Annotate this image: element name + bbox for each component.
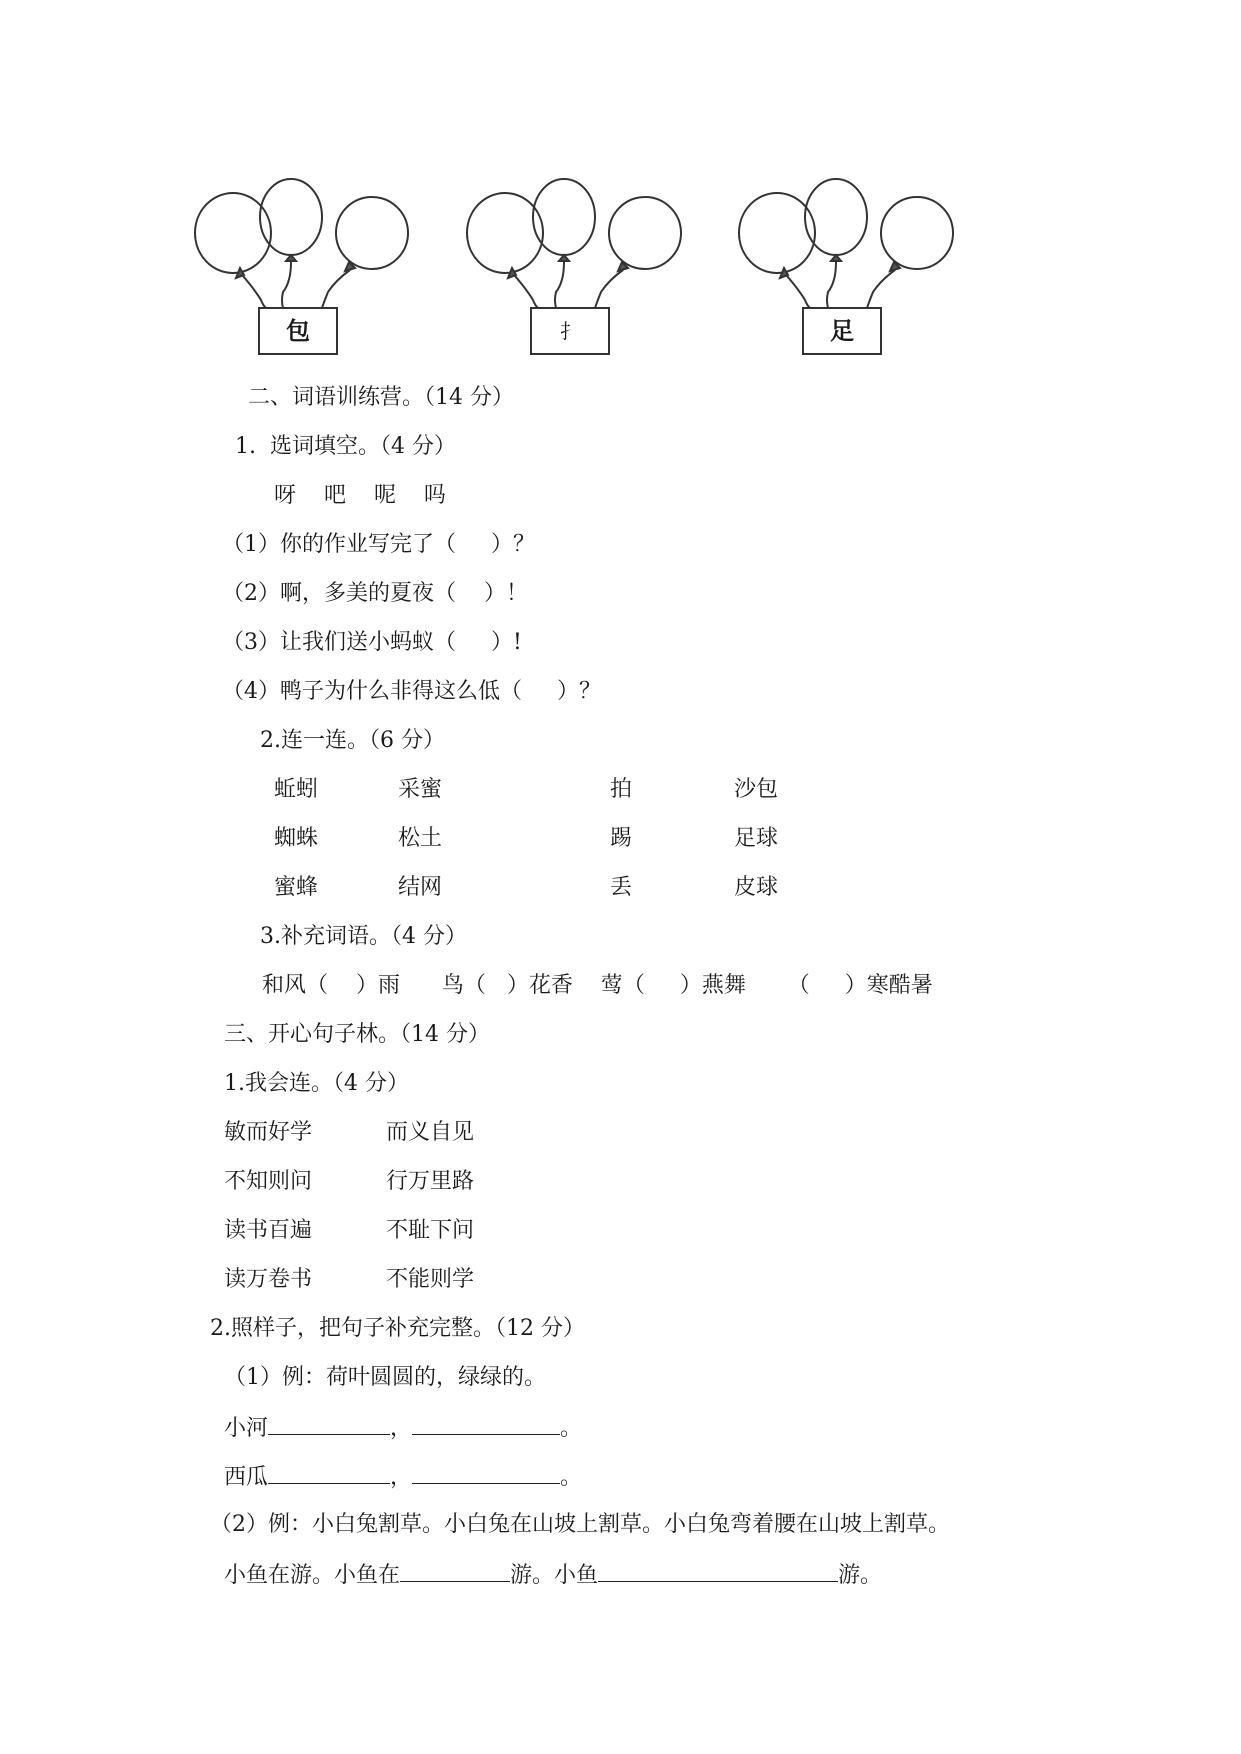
section-2-title: 二、词语训练营。（14 分）: [248, 385, 514, 410]
s3-q1-left-4: 读万卷书: [224, 1267, 313, 1292]
blank-watermelon-2[interactable]: [412, 1461, 560, 1484]
blank-river-1[interactable]: [268, 1412, 390, 1435]
s3-q1-right-1: 而义自见: [386, 1120, 475, 1145]
q2-right-b-2: 足球: [734, 826, 779, 851]
s3-q2-example-1: （1）例：荷叶圆圆的，绿绿的。: [224, 1365, 546, 1390]
s3-q1-right-3: 不耻下问: [386, 1218, 475, 1243]
q2-title: 2.连一连。（6 分）: [260, 728, 445, 753]
q1-choices: 呀 吧 呢 吗: [274, 483, 446, 508]
balloon-box-label-3: 足: [830, 316, 854, 345]
q2-left-b-2: 松土: [398, 826, 443, 851]
s3-q1-right-4: 不能则学: [386, 1267, 475, 1292]
q3-title: 3.补充词语。（4 分）: [260, 924, 467, 949]
q2-right-a-1: 拍: [610, 777, 633, 802]
q2-left-a-3: 蜜蜂: [274, 875, 319, 900]
q1-title: 1. 选词填空。（4 分）: [235, 434, 456, 459]
q2-left-a-2: 蜘蛛: [274, 826, 319, 851]
s3-q1-right-2: 行万里路: [386, 1169, 475, 1194]
q1-item-3: （3）让我们送小蚂蚁（ ）!: [222, 630, 522, 655]
q1-item-4: （4）鸭子为什么非得这么低（ ）？: [222, 679, 601, 704]
fill-line-fish: [224, 1559, 882, 1591]
s3-q2-example-2: （2）例：小白兔割草。小白兔在山坡上割草。小白兔弯着腰在山坡上割草。: [210, 1512, 950, 1537]
fish-part-1: 小鱼在游。小鱼在: [224, 1563, 401, 1588]
fill-period: 。: [560, 1465, 583, 1490]
s3-q1-left-1: 敏而好学: [224, 1120, 313, 1145]
q1-item-2: （2）啊，多美的夏夜（ ）！: [222, 581, 528, 606]
s3-q1-title: 1.我会连。（4 分）: [224, 1071, 409, 1096]
s3-q2-title: 2.照样子，把句子补充完整。（12 分）: [210, 1316, 585, 1341]
fill-comma: ，: [390, 1416, 413, 1441]
fill-line-watermelon-prefix: 西瓜: [224, 1465, 269, 1490]
blank-river-2[interactable]: [412, 1412, 560, 1435]
fill-line-watermelon: [224, 1461, 582, 1493]
blank-fish-1[interactable]: [400, 1559, 510, 1582]
s3-q1-left-2: 不知则问: [224, 1169, 313, 1194]
q2-left-a-1: 蚯蚓: [274, 777, 319, 802]
fish-part-2: 游。小鱼: [510, 1563, 599, 1588]
fill-period: 。: [560, 1416, 583, 1441]
q2-left-b-1: 采蜜: [398, 777, 443, 802]
q1-item-1: （1）你的作业写完了（ ）？: [222, 532, 535, 557]
q2-right-b-3: 皮球: [734, 875, 779, 900]
section-3-title: 三、开心句子林。（14 分）: [224, 1022, 490, 1047]
q2-right-a-3: 丢: [610, 875, 633, 900]
blank-fish-2[interactable]: [598, 1559, 838, 1582]
balloon-box-label-1: 包: [286, 316, 310, 345]
balloon-box-label-2: 扌: [560, 319, 580, 343]
fill-line-river: [224, 1412, 582, 1444]
s3-q1-left-3: 读书百遍: [224, 1218, 313, 1243]
q3-text: 和风（ ）雨 鸟（ ）花香 莺（ ）燕舞 （ ）寒酷暑: [262, 973, 933, 998]
q2-right-b-1: 沙包: [734, 777, 779, 802]
fill-line-river-prefix: 小河: [224, 1416, 269, 1441]
blank-watermelon-1[interactable]: [268, 1461, 390, 1484]
fish-part-3: 游。: [838, 1563, 883, 1588]
balloon-illustrations: [0, 0, 1241, 380]
q2-right-a-2: 踢: [610, 826, 633, 851]
fill-comma: ，: [390, 1465, 413, 1490]
q2-left-b-3: 结网: [398, 875, 443, 900]
